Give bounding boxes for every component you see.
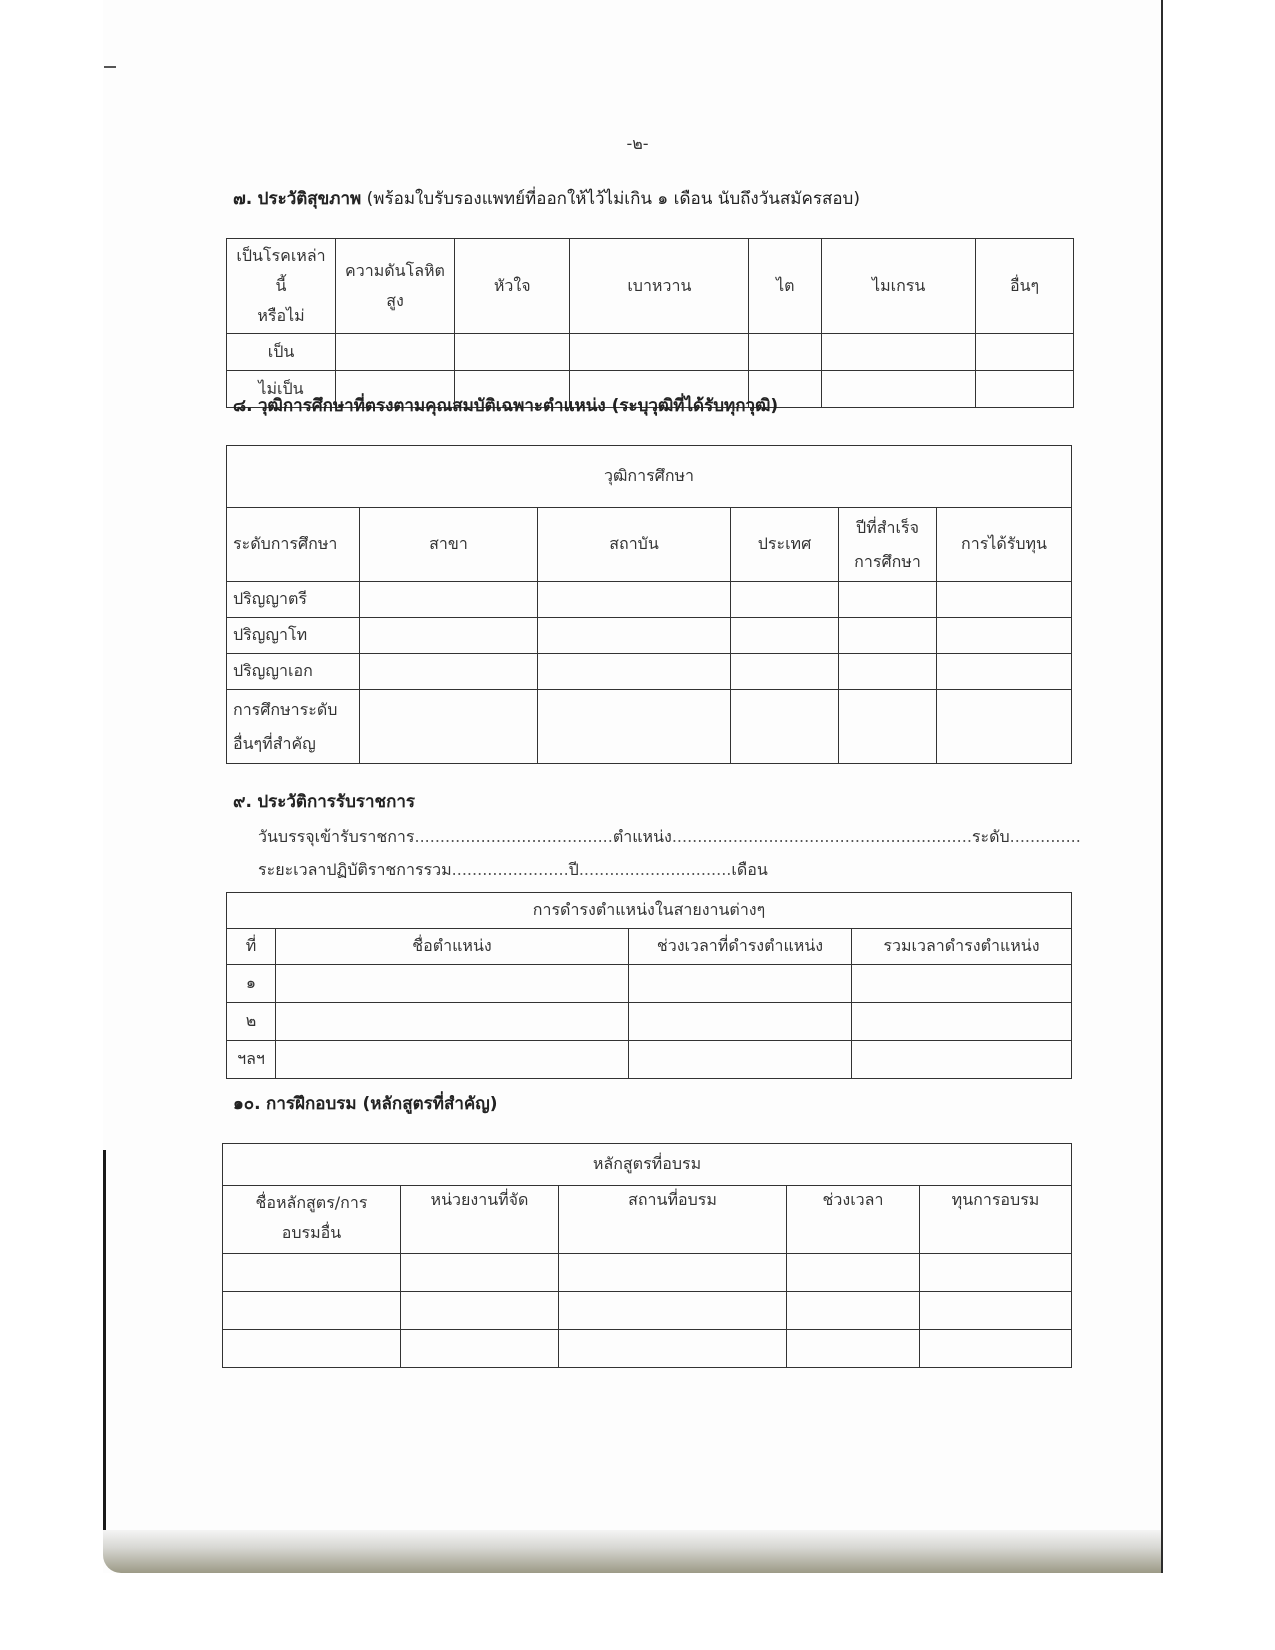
training-title-row bbox=[223, 1144, 1072, 1186]
start-date-label: วันบรรจุเข้ารับราชการ bbox=[258, 827, 415, 846]
positions-header-row bbox=[227, 929, 1072, 965]
education-cell[interactable] bbox=[839, 654, 937, 690]
section-10-title: การฝึกอบรม (หลักสูตรที่สำคัญ) bbox=[266, 1094, 498, 1114]
education-header-graduation-year bbox=[839, 508, 937, 582]
education-header-level: ระดับการศึกษา bbox=[227, 508, 360, 582]
training-cell[interactable] bbox=[223, 1330, 401, 1368]
positions-cell[interactable] bbox=[629, 965, 852, 1003]
positions-header-period: ช่วงเวลาที่ดำรงตำแหน่ง bbox=[629, 929, 852, 965]
education-cell[interactable] bbox=[731, 654, 839, 690]
years-label: ปี bbox=[568, 860, 579, 879]
section-8-title: วุฒิการศึกษาที่ตรงตามคุณสมบัติเฉพาะตำแหน่ง (ระบุวุฒิที่ได้รับทุกวุฒิ) bbox=[257, 396, 779, 416]
health-cell[interactable] bbox=[976, 334, 1074, 371]
row-label-line: การศึกษาระดับ bbox=[233, 699, 338, 719]
training-cell[interactable] bbox=[401, 1330, 559, 1368]
page-number: -๒- bbox=[626, 134, 649, 153]
months-label: เดือน bbox=[731, 860, 768, 879]
positions-row-number: ๑ bbox=[227, 965, 276, 1003]
training-cell[interactable] bbox=[559, 1292, 787, 1330]
health-header-migraine: ไมเกรน bbox=[822, 239, 976, 334]
positions-cell[interactable] bbox=[629, 1003, 852, 1041]
positions-table-title: การดำรงตำแหน่งในสายงานต่างๆ bbox=[227, 893, 1072, 929]
training-header-course bbox=[223, 1186, 401, 1254]
training-row bbox=[223, 1292, 1072, 1330]
education-cell[interactable] bbox=[360, 582, 538, 618]
education-cell[interactable] bbox=[839, 618, 937, 654]
months-field[interactable]: .............................. bbox=[578, 860, 732, 879]
health-header-hypertension bbox=[336, 239, 455, 334]
training-cell[interactable] bbox=[401, 1254, 559, 1292]
row-label-line: อื่นๆที่สำคัญ bbox=[233, 733, 316, 753]
health-cell[interactable] bbox=[822, 371, 976, 408]
education-table bbox=[226, 445, 1072, 764]
health-header-row bbox=[227, 239, 1074, 334]
training-header-period: ช่วงเวลา bbox=[787, 1186, 920, 1254]
positions-cell[interactable] bbox=[276, 965, 629, 1003]
position-label: ตำแหน่ง bbox=[612, 827, 672, 846]
header-line: หรือไม่ bbox=[257, 306, 305, 325]
health-cell[interactable] bbox=[976, 371, 1074, 408]
positions-cell[interactable] bbox=[852, 1041, 1072, 1079]
education-cell[interactable] bbox=[839, 690, 937, 764]
service-duration-line bbox=[258, 858, 768, 883]
health-row-label: ไม่เป็น bbox=[227, 371, 336, 408]
start-date-field[interactable]: ....................................... bbox=[414, 827, 613, 846]
training-cell[interactable] bbox=[401, 1292, 559, 1330]
training-cell[interactable] bbox=[920, 1292, 1072, 1330]
education-cell[interactable] bbox=[937, 618, 1072, 654]
education-header-country: ประเทศ bbox=[731, 508, 839, 582]
training-header-row bbox=[223, 1186, 1072, 1254]
health-cell[interactable] bbox=[822, 334, 976, 371]
training-header-venue: สถานที่อบรม bbox=[559, 1186, 787, 1254]
positions-header-total: รวมเวลาดำรงตำแหน่ง bbox=[852, 929, 1072, 965]
education-header-row bbox=[227, 508, 1072, 582]
margin-mark bbox=[104, 66, 116, 68]
education-table-title: วุฒิการศึกษา bbox=[227, 446, 1072, 508]
health-cell[interactable] bbox=[455, 334, 570, 371]
health-cell[interactable] bbox=[336, 334, 455, 371]
header-line: ชื่อหลักสูตร/การ bbox=[255, 1193, 368, 1212]
training-cell[interactable] bbox=[559, 1254, 787, 1292]
training-table-title: หลักสูตรที่อบรม bbox=[223, 1144, 1072, 1186]
education-cell[interactable] bbox=[538, 582, 731, 618]
section-8-number: ๘. bbox=[233, 396, 253, 416]
education-cell[interactable] bbox=[937, 582, 1072, 618]
header-line: ความดันโลหิต bbox=[345, 261, 445, 280]
positions-row bbox=[227, 1003, 1072, 1041]
positions-row-number: ๒ bbox=[227, 1003, 276, 1041]
training-cell[interactable] bbox=[920, 1254, 1072, 1292]
positions-header-no: ที่ bbox=[227, 929, 276, 965]
section-8-heading bbox=[233, 392, 778, 419]
education-row bbox=[227, 582, 1072, 618]
section-7-title: ประวัติสุขภาพ bbox=[257, 189, 362, 209]
positions-header-title: ชื่อตำแหน่ง bbox=[276, 929, 629, 965]
education-cell[interactable] bbox=[538, 618, 731, 654]
education-cell[interactable] bbox=[937, 690, 1072, 764]
positions-cell[interactable] bbox=[276, 1041, 629, 1079]
education-cell[interactable] bbox=[937, 654, 1072, 690]
education-header-institution: สถาบัน bbox=[538, 508, 731, 582]
level-field[interactable]: .............. bbox=[1009, 827, 1081, 846]
header-line: เป็นโรคเหล่านี้ bbox=[236, 246, 326, 295]
education-row bbox=[227, 618, 1072, 654]
positions-row bbox=[227, 965, 1072, 1003]
section-9-heading bbox=[233, 788, 415, 815]
health-table bbox=[226, 238, 1074, 408]
training-table bbox=[222, 1143, 1072, 1368]
positions-cell[interactable] bbox=[629, 1041, 852, 1079]
paper-fold-shadow bbox=[103, 1530, 1161, 1573]
education-header-major: สาขา bbox=[360, 508, 538, 582]
service-start-line bbox=[258, 825, 1081, 850]
training-row bbox=[223, 1254, 1072, 1292]
health-row-label: เป็น bbox=[227, 334, 336, 371]
training-cell[interactable] bbox=[223, 1292, 401, 1330]
section-9-number: ๙. bbox=[233, 792, 252, 812]
positions-cell[interactable] bbox=[852, 1003, 1072, 1041]
health-header-kidney: ไต bbox=[749, 239, 822, 334]
health-header-other: อื่นๆ bbox=[976, 239, 1074, 334]
education-row bbox=[227, 690, 1072, 764]
total-service-label: ระยะเวลาปฏิบัติราชการรวม bbox=[258, 860, 452, 879]
education-title-row bbox=[227, 446, 1072, 508]
section-9-title: ประวัติการรับราชการ bbox=[257, 792, 416, 812]
positions-title-row bbox=[227, 893, 1072, 929]
education-row-label: ปริญญาเอก bbox=[227, 654, 360, 690]
education-row-label bbox=[227, 690, 360, 764]
education-cell[interactable] bbox=[538, 690, 731, 764]
training-header-organizer: หน่วยงานที่จัด bbox=[401, 1186, 559, 1254]
health-header-diseases bbox=[227, 239, 336, 334]
education-cell[interactable] bbox=[538, 654, 731, 690]
positions-cell[interactable] bbox=[276, 1003, 629, 1041]
section-7-number: ๗. bbox=[233, 189, 253, 209]
header-line: สูง bbox=[386, 291, 404, 310]
education-header-scholarship: การได้รับทุน bbox=[937, 508, 1072, 582]
training-header-funding: ทุนการอบรม bbox=[920, 1186, 1072, 1254]
paper-edge bbox=[103, 1150, 106, 1530]
education-cell[interactable] bbox=[731, 690, 839, 764]
education-cell[interactable] bbox=[360, 654, 538, 690]
education-row-label: ปริญญาโท bbox=[227, 618, 360, 654]
education-row-label: ปริญญาตรี bbox=[227, 582, 360, 618]
education-row bbox=[227, 654, 1072, 690]
training-cell[interactable] bbox=[787, 1330, 920, 1368]
health-cell[interactable] bbox=[570, 334, 749, 371]
education-cell[interactable] bbox=[731, 582, 839, 618]
section-7-note: (พร้อมใบรับรองแพทย์ที่ออกให้ไว้ไม่เกิน ๑ เดือน นับถึงวันสมัครสอบ) bbox=[366, 189, 860, 209]
positions-table bbox=[226, 892, 1072, 1079]
education-cell[interactable] bbox=[839, 582, 937, 618]
training-cell[interactable] bbox=[559, 1330, 787, 1368]
level-label: ระดับ bbox=[971, 827, 1010, 846]
education-cell[interactable] bbox=[360, 690, 538, 764]
section-10-number: ๑๐. bbox=[233, 1094, 261, 1114]
training-cell[interactable] bbox=[787, 1292, 920, 1330]
position-field[interactable]: ........................................................... bbox=[671, 827, 972, 846]
positions-row bbox=[227, 1041, 1072, 1079]
training-cell[interactable] bbox=[920, 1330, 1072, 1368]
education-cell[interactable] bbox=[731, 618, 839, 654]
health-header-diabetes: เบาหวาน bbox=[570, 239, 749, 334]
years-field[interactable]: ....................... bbox=[451, 860, 569, 879]
positions-row-number: ฯลฯ bbox=[227, 1041, 276, 1079]
health-header-heart: หัวใจ bbox=[455, 239, 570, 334]
section-10-heading bbox=[233, 1090, 498, 1117]
header-line: ปีที่สำเร็จ bbox=[856, 517, 919, 537]
health-row-yes bbox=[227, 334, 1074, 371]
header-line: อบรมอื่น bbox=[281, 1223, 342, 1242]
training-row bbox=[223, 1330, 1072, 1368]
section-7-heading bbox=[233, 185, 860, 212]
education-cell[interactable] bbox=[360, 618, 538, 654]
training-cell[interactable] bbox=[787, 1254, 920, 1292]
header-line: การศึกษา bbox=[854, 551, 921, 571]
positions-cell[interactable] bbox=[852, 965, 1072, 1003]
health-cell[interactable] bbox=[749, 334, 822, 371]
training-cell[interactable] bbox=[223, 1254, 401, 1292]
